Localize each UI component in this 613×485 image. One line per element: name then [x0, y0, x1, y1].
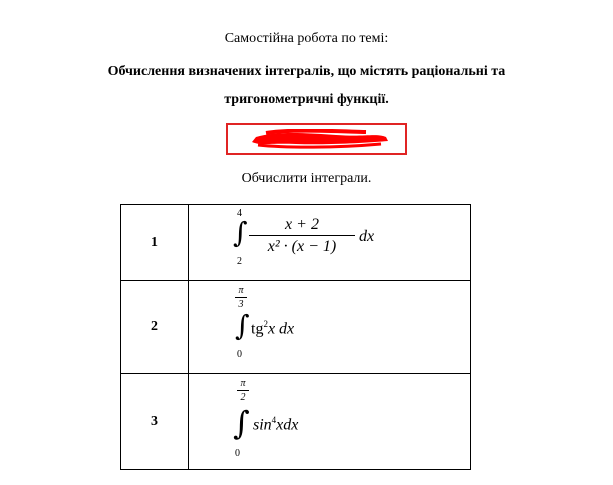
instruction-text: Обчислити інтеграли. [241, 171, 372, 186]
task-formula-cell [189, 205, 471, 281]
lower-limit: 0 [235, 448, 240, 459]
integral-sign-icon: ∫ [233, 404, 250, 442]
differential: dx [359, 228, 375, 245]
table-row [121, 374, 471, 470]
topic-title-line-1: Обчислення визначених інтегралів, що містять раціональні та [107, 64, 506, 79]
table-row [121, 281, 471, 374]
upper-limit: 4 [237, 208, 242, 219]
task-formula-cell [189, 281, 471, 374]
redacted-name-box [226, 123, 407, 155]
denominator: x² · (x − 1) [267, 238, 337, 255]
table-row [121, 205, 471, 281]
topic-title-line-2: тригонометричні функції. [224, 92, 389, 107]
work-subtitle: Самостійна робота по темі: [224, 31, 389, 46]
task-formula-cell [189, 374, 471, 470]
integral-sign-icon: ∫ [233, 216, 248, 249]
tasks-table [120, 204, 471, 470]
lower-limit: 2 [237, 256, 242, 267]
redaction-scribble [246, 129, 391, 149]
upper-limit: π 2 [237, 378, 249, 403]
integrand: $\sin^4xdx$ [253, 415, 299, 434]
task-number: 2 [121, 281, 189, 374]
numerator: x + 2 [285, 216, 319, 233]
task-number: 3 [121, 374, 189, 470]
lower-limit: 0 [237, 349, 242, 360]
integrand: $tg^2x$ dx [251, 319, 295, 338]
task-number: 1 [121, 205, 189, 281]
integrand-fraction [249, 216, 355, 256]
integral-sign-icon: ∫ [235, 309, 250, 342]
upper-limit: π 3 [235, 285, 247, 310]
